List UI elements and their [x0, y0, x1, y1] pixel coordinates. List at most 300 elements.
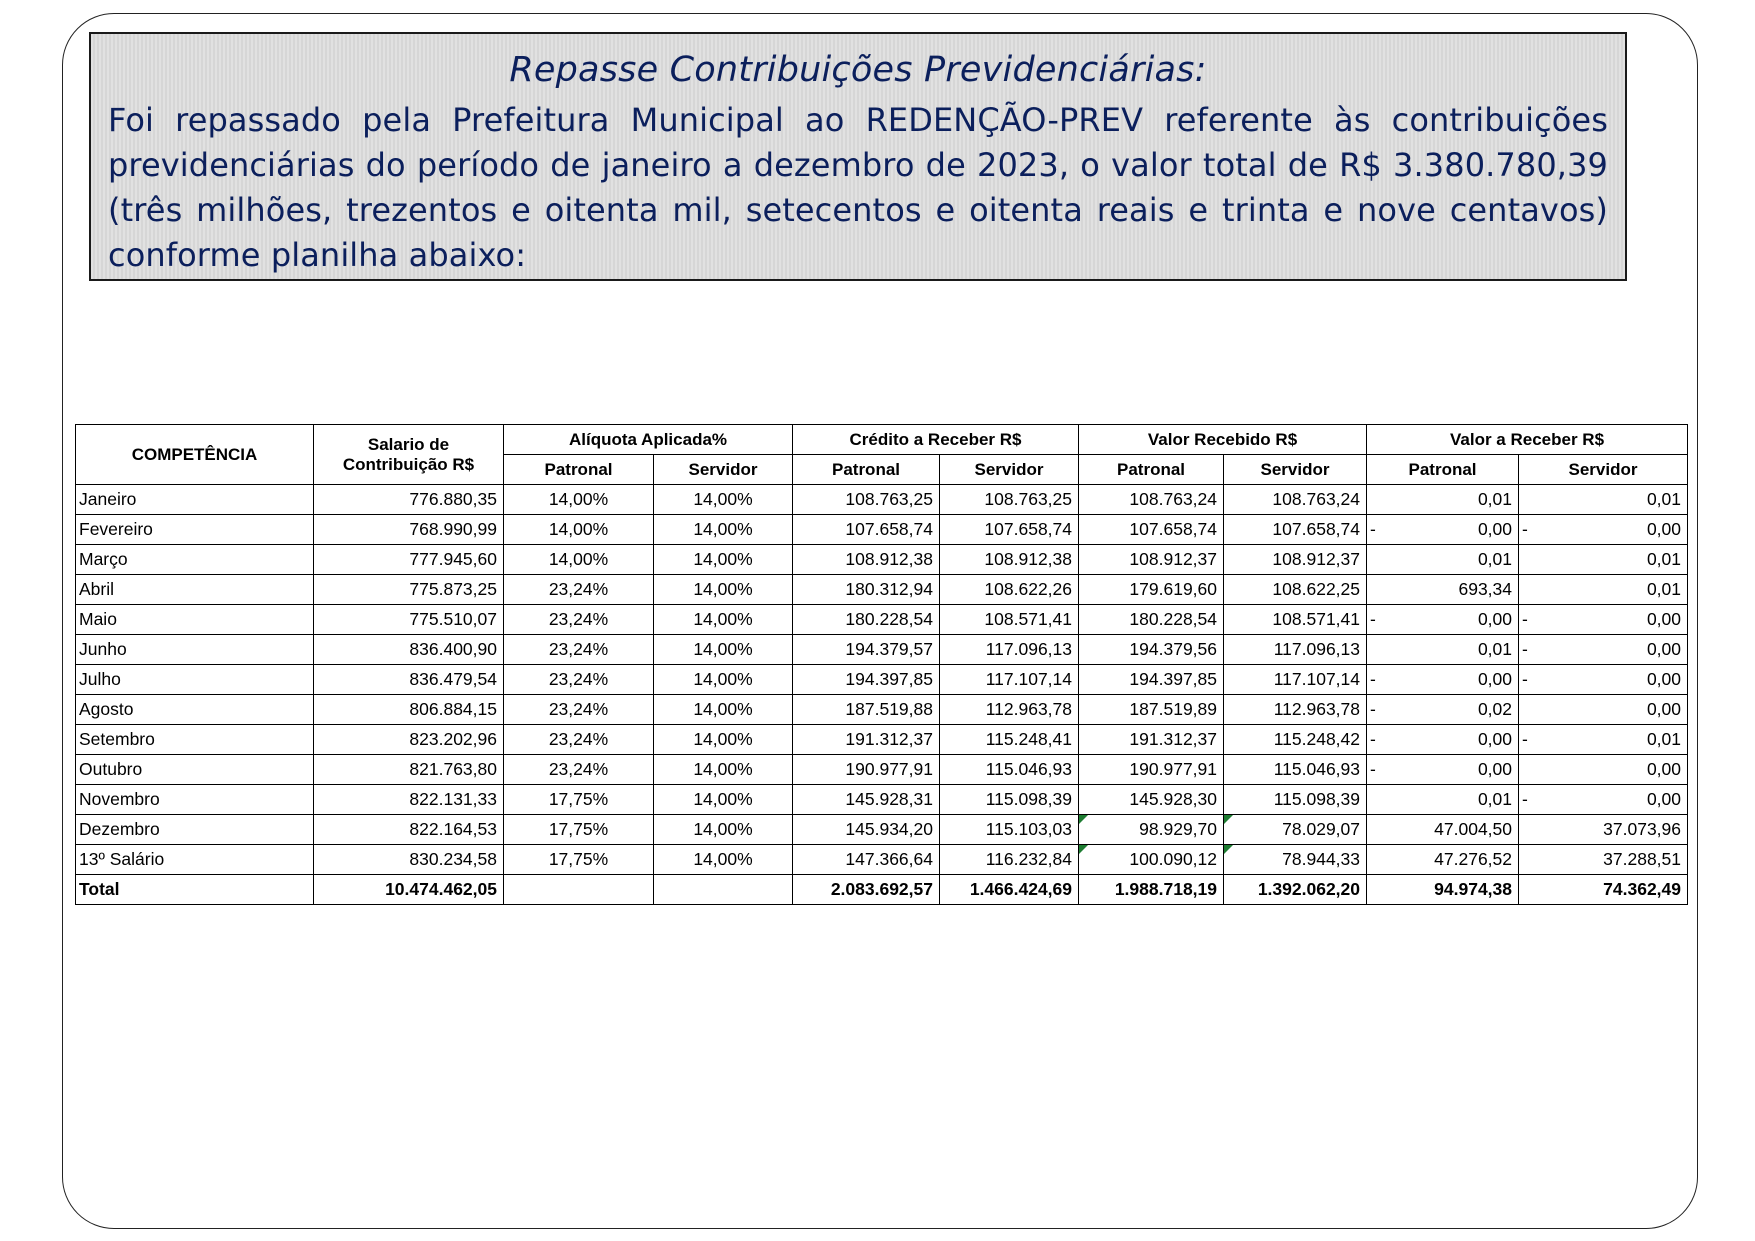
cell-recebido-patronal-value: 107.658,74: [1129, 519, 1218, 539]
subheader-patronal: Patronal: [1367, 455, 1519, 485]
cell-recebido-servidor: [1224, 815, 1367, 845]
cell-aliq-servidor: [654, 665, 793, 695]
cell-month-value: Fevereiro: [79, 519, 153, 539]
cell-a-receber-servidor: [1519, 815, 1688, 845]
cell-salario-value: 836.400,90: [409, 639, 497, 659]
cell-recebido-patronal: [1079, 665, 1224, 695]
cell-salario-value: 836.479,54: [409, 669, 497, 689]
cell-recebido-patronal-value: 98.929,70: [1139, 819, 1218, 839]
cell-credito-patronal: [793, 515, 940, 545]
cell-a-receber-patronal: [1367, 665, 1519, 695]
cell-a-receber-patronal: [1367, 635, 1519, 665]
cell-aliq-servidor-value: 14,00%: [693, 699, 753, 719]
cell-recebido-servidor-value: 117.096,13: [1273, 639, 1361, 659]
cell-recebido-servidor: [1224, 515, 1367, 545]
cell-a-receber-patronal: [1367, 695, 1519, 725]
subheader-servidor: Servidor: [1519, 455, 1688, 485]
cell-month: [76, 575, 314, 605]
subheader-servidor: Servidor: [654, 455, 793, 485]
cell-recebido-patronal-value: 108.912,37: [1129, 549, 1218, 569]
header-recebido: Valor Recebido R$: [1079, 425, 1367, 455]
cell-aliq-patronal-value: 23,24%: [548, 699, 609, 719]
cell-aliq-patronal: [504, 545, 654, 575]
cell-month-value: Março: [79, 549, 128, 569]
minus-sign: -: [1370, 699, 1376, 719]
cell-recebido-servidor-value: 107.658,74: [1272, 519, 1361, 539]
cell-aliq-patronal-value: 23,24%: [548, 609, 609, 629]
total-a-receber-servidor: 74.362,49: [1519, 875, 1688, 905]
cell-recebido-servidor: [1224, 845, 1367, 875]
header-credito: Crédito a Receber R$: [793, 425, 1079, 455]
cell-month-value: Maio: [79, 609, 117, 629]
cell-credito-patronal: [793, 575, 940, 605]
cell-aliq-patronal-value: 17,75%: [548, 789, 609, 809]
cell-month-value: Novembro: [79, 789, 160, 809]
cell-aliq-patronal: [504, 635, 654, 665]
contribution-table: [75, 424, 1688, 905]
cell-a-receber-patronal: [1367, 485, 1519, 515]
cell-aliq-patronal: [504, 515, 654, 545]
cell-recebido-servidor-value: 115.046,93: [1273, 759, 1361, 779]
cell-aliq-servidor: [654, 605, 793, 635]
cell-recebido-servidor-value: 117.107,14: [1273, 669, 1361, 689]
cell-credito-servidor-value: 108.763,25: [984, 489, 1073, 509]
cell-aliq-patronal: [504, 605, 654, 635]
cell-recebido-patronal: [1079, 485, 1224, 515]
cell-recebido-patronal-value: 194.379,56: [1129, 639, 1218, 659]
cell-a-receber-servidor: [1519, 635, 1688, 665]
cell-salario: [314, 815, 504, 845]
cell-a-receber-servidor-value: 0,00: [1646, 789, 1682, 809]
cell-salario: [314, 725, 504, 755]
cell-a-receber-patronal-value: 0,00: [1477, 669, 1513, 689]
cell-credito-servidor-value: 107.658,74: [984, 519, 1073, 539]
cell-a-receber-servidor: [1519, 845, 1688, 875]
cell-credito-servidor-value: 108.571,41: [984, 609, 1073, 629]
cell-aliq-patronal-value: 17,75%: [548, 849, 609, 869]
cell-credito-servidor: [940, 545, 1079, 575]
header-a-receber: Valor a Receber R$: [1367, 425, 1688, 455]
cell-month-value: Julho: [79, 669, 121, 689]
subheader-patronal: Patronal: [504, 455, 654, 485]
cell-month-value: 13º Salário: [79, 849, 165, 869]
cell-recebido-servidor-value: 108.622,25: [1272, 579, 1361, 599]
table-body: [76, 485, 1688, 905]
cell-a-receber-patronal-value: 47.004,50: [1434, 819, 1513, 839]
cell-a-receber-servidor-value: 37.288,51: [1603, 849, 1682, 869]
cell-month: [76, 725, 314, 755]
cell-recebido-patronal-value: 187.519,89: [1129, 699, 1218, 719]
cell-credito-servidor: [940, 785, 1079, 815]
cell-credito-patronal-value: 180.228,54: [845, 609, 933, 629]
cell-aliq-patronal: [504, 695, 654, 725]
cell-recebido-patronal: [1079, 785, 1224, 815]
cell-aliq-patronal-value: 23,24%: [548, 759, 609, 779]
cell-month-value: Setembro: [79, 729, 155, 749]
cell-recebido-patronal: [1079, 635, 1224, 665]
header-salario-line2: Contribuição R$: [342, 454, 475, 474]
cell-aliq-patronal-value: 23,24%: [548, 579, 609, 599]
cell-credito-patronal-value: 108.912,38: [845, 549, 933, 569]
cell-a-receber-servidor: [1519, 485, 1688, 515]
cell-recebido-servidor-value: 78.944,33: [1282, 849, 1361, 869]
header-salario-line1: Salario de: [367, 434, 450, 454]
cell-credito-servidor-value: 115.046,93: [985, 759, 1073, 779]
cell-salario-value: 822.164,53: [409, 819, 497, 839]
cell-a-receber-patronal: [1367, 755, 1519, 785]
cell-aliq-servidor: [654, 695, 793, 725]
cell-month-value: Outubro: [79, 759, 143, 779]
cell-a-receber-servidor: [1519, 515, 1688, 545]
cell-a-receber-servidor-value: 0,00: [1646, 639, 1682, 659]
total-salario: 10.474.462,05: [314, 875, 504, 905]
cell-aliq-servidor: [654, 845, 793, 875]
cell-credito-patronal-value: 108.763,25: [845, 489, 933, 509]
cell-salario: [314, 755, 504, 785]
cell-salario: [314, 635, 504, 665]
cell-a-receber-servidor-value: 0,01: [1646, 489, 1682, 509]
cell-aliq-patronal-value: 23,24%: [548, 639, 609, 659]
minus-sign: -: [1370, 519, 1376, 539]
cell-a-receber-servidor-value: 0,00: [1646, 519, 1682, 539]
cell-a-receber-servidor-value: 37.073,96: [1603, 819, 1682, 839]
cell-a-receber-servidor-value: 0,00: [1646, 699, 1682, 719]
cell-credito-patronal: [793, 605, 940, 635]
cell-recebido-patronal: [1079, 695, 1224, 725]
cell-aliq-patronal: [504, 485, 654, 515]
cell-salario: [314, 575, 504, 605]
minus-sign: -: [1522, 519, 1528, 539]
cell-a-receber-servidor: [1519, 725, 1688, 755]
cell-recebido-servidor-value: 112.963,78: [1273, 699, 1361, 719]
cell-a-receber-patronal-value: 47.276,52: [1434, 849, 1513, 869]
cell-aliq-servidor-value: 14,00%: [693, 819, 753, 839]
minus-sign: -: [1370, 669, 1376, 689]
table-row: [76, 515, 1688, 545]
cell-month: [76, 485, 314, 515]
cell-salario: [314, 665, 504, 695]
table-row: [76, 725, 1688, 755]
cell-a-receber-servidor: [1519, 575, 1688, 605]
cell-a-receber-servidor-value: 0,00: [1646, 609, 1682, 629]
cell-credito-servidor-value: 117.096,13: [985, 639, 1073, 659]
cell-a-receber-patronal-value: 693,34: [1458, 579, 1513, 599]
table-row: [76, 605, 1688, 635]
total-aliq-patronal: [504, 875, 654, 905]
cell-a-receber-servidor-value: 0,00: [1646, 759, 1682, 779]
cell-salario: [314, 695, 504, 725]
total-row: [76, 875, 1688, 905]
subheader-patronal: Patronal: [1079, 455, 1224, 485]
cell-salario: [314, 605, 504, 635]
cell-recebido-patronal: [1079, 515, 1224, 545]
cell-credito-servidor: [940, 755, 1079, 785]
cell-a-receber-patronal-value: 0,02: [1477, 699, 1513, 719]
cell-aliq-patronal: [504, 845, 654, 875]
cell-recebido-servidor: [1224, 605, 1367, 635]
cell-a-receber-patronal-value: 0,00: [1477, 519, 1513, 539]
table-row: [76, 845, 1688, 875]
table-row: [76, 695, 1688, 725]
cell-aliq-servidor-value: 14,00%: [693, 549, 753, 569]
total-label: Total: [76, 875, 314, 905]
cell-aliq-servidor: [654, 815, 793, 845]
cell-month-value: Junho: [79, 639, 127, 659]
cell-recebido-servidor-value: 108.912,37: [1272, 549, 1361, 569]
cell-a-receber-servidor-value: 0,01: [1646, 579, 1682, 599]
cell-recebido-patronal: [1079, 575, 1224, 605]
minus-sign: -: [1522, 639, 1528, 659]
cell-salario-value: 823.202,96: [409, 729, 497, 749]
cell-recebido-servidor: [1224, 755, 1367, 785]
cell-a-receber-patronal: [1367, 845, 1519, 875]
header-competencia: COMPETÊNCIA: [76, 425, 314, 485]
cell-salario-value: 777.945,60: [409, 549, 497, 569]
cell-a-receber-patronal: [1367, 575, 1519, 605]
cell-credito-patronal-value: 187.519,88: [845, 699, 933, 719]
cell-month: [76, 845, 314, 875]
cell-salario-value: 822.131,33: [409, 789, 497, 809]
cell-credito-patronal-value: 191.312,37: [845, 729, 933, 749]
cell-credito-servidor: [940, 815, 1079, 845]
total-recebido-servidor: 1.392.062,20: [1224, 875, 1367, 905]
cell-credito-servidor: [940, 485, 1079, 515]
cell-credito-servidor: [940, 635, 1079, 665]
cell-credito-servidor-value: 108.912,38: [984, 549, 1073, 569]
cell-salario: [314, 545, 504, 575]
cell-credito-patronal-value: 145.934,20: [845, 819, 933, 839]
cell-month-value: Agosto: [79, 699, 134, 719]
cell-a-receber-servidor: [1519, 785, 1688, 815]
cell-salario: [314, 485, 504, 515]
cell-credito-patronal-value: 107.658,74: [845, 519, 933, 539]
header-paragraph: Foi repassado pela Prefeitura Municipal ao REDENÇÃO-PREV referente às contribuições previdenciárias do período de janeiro a dezembro de 2023, o valor total de R$ 3.380.780,39 (três milhões, trezentos e oitenta mil, setecentos e oitenta reais e trinta e nove centavos) conforme planilha abaixo:: [108, 101, 1608, 274]
subheader-servidor: Servidor: [940, 455, 1079, 485]
cell-salario-value: 775.873,25: [409, 579, 497, 599]
cell-recebido-patronal: [1079, 545, 1224, 575]
cell-credito-patronal-value: 194.397,85: [845, 669, 933, 689]
cell-salario: [314, 785, 504, 815]
total-recebido-patronal: 1.988.718,19: [1079, 875, 1224, 905]
cell-recebido-patronal: [1079, 725, 1224, 755]
cell-aliq-servidor: [654, 755, 793, 785]
cell-a-receber-patronal: [1367, 605, 1519, 635]
cell-recebido-patronal-value: 194.397,85: [1129, 669, 1218, 689]
cell-a-receber-patronal: [1367, 815, 1519, 845]
cell-a-receber-patronal: [1367, 725, 1519, 755]
cell-salario: [314, 845, 504, 875]
cell-credito-patronal: [793, 665, 940, 695]
table-row: [76, 815, 1688, 845]
cell-aliq-servidor: [654, 575, 793, 605]
cell-recebido-patronal-value: 108.763,24: [1129, 489, 1218, 509]
total-credito-patronal: 2.083.692,57: [793, 875, 940, 905]
cell-aliq-patronal-value: 14,00%: [548, 549, 609, 569]
cell-credito-patronal: [793, 815, 940, 845]
cell-month: [76, 755, 314, 785]
cell-credito-patronal: [793, 755, 940, 785]
cell-aliq-patronal: [504, 785, 654, 815]
minus-sign: -: [1522, 609, 1528, 629]
cell-aliq-servidor-value: 14,00%: [693, 489, 753, 509]
cell-credito-patronal: [793, 545, 940, 575]
cell-a-receber-servidor: [1519, 605, 1688, 635]
cell-aliq-servidor-value: 14,00%: [693, 729, 753, 749]
cell-aliq-servidor-value: 14,00%: [693, 849, 753, 869]
cell-credito-patronal-value: 194.379,57: [845, 639, 933, 659]
subheader-patronal: Patronal: [793, 455, 940, 485]
cell-aliq-servidor-value: 14,00%: [693, 609, 753, 629]
cell-month: [76, 785, 314, 815]
cell-a-receber-patronal-value: 0,01: [1477, 789, 1513, 809]
cell-recebido-servidor-value: 78.029,07: [1282, 819, 1361, 839]
cell-salario-value: 775.510,07: [409, 609, 497, 629]
total-credito-servidor: 1.466.424,69: [940, 875, 1079, 905]
cell-month: [76, 605, 314, 635]
cell-recebido-servidor: [1224, 545, 1367, 575]
cell-recebido-servidor: [1224, 575, 1367, 605]
cell-credito-servidor-value: 115.248,41: [985, 729, 1073, 749]
cell-credito-servidor-value: 117.107,14: [985, 669, 1073, 689]
cell-a-receber-servidor: [1519, 695, 1688, 725]
header-aliquota: Alíquota Aplicada%: [504, 425, 793, 455]
table-row: [76, 635, 1688, 665]
cell-aliq-servidor-value: 14,00%: [693, 639, 753, 659]
cell-salario-value: 776.880,35: [409, 489, 497, 509]
cell-aliq-patronal-value: 23,24%: [548, 669, 609, 689]
cell-recebido-patronal-value: 179.619,60: [1129, 579, 1218, 599]
cell-credito-patronal-value: 190.977,91: [845, 759, 933, 779]
cell-credito-patronal: [793, 785, 940, 815]
cell-recebido-servidor: [1224, 665, 1367, 695]
cell-aliq-patronal: [504, 665, 654, 695]
cell-salario-value: 768.990,99: [409, 519, 497, 539]
table-row: [76, 665, 1688, 695]
minus-sign: -: [1522, 669, 1528, 689]
cell-a-receber-patronal-value: 0,01: [1477, 639, 1513, 659]
cell-credito-servidor: [940, 575, 1079, 605]
cell-credito-patronal: [793, 725, 940, 755]
cell-month: [76, 515, 314, 545]
cell-credito-servidor-value: 112.963,78: [985, 699, 1073, 719]
cell-recebido-patronal-value: 145.928,30: [1129, 789, 1218, 809]
cell-credito-servidor: [940, 845, 1079, 875]
header-title: Repasse Contribuições Previdenciárias:: [509, 50, 1207, 90]
cell-a-receber-servidor: [1519, 545, 1688, 575]
minus-sign: -: [1370, 759, 1376, 779]
cell-a-receber-servidor: [1519, 755, 1688, 785]
cell-recebido-patronal: [1079, 755, 1224, 785]
cell-aliq-servidor-value: 14,00%: [693, 519, 753, 539]
cell-credito-servidor: [940, 725, 1079, 755]
cell-aliq-servidor: [654, 785, 793, 815]
cell-aliq-patronal-value: 17,75%: [548, 819, 609, 839]
cell-credito-servidor-value: 116.232,84: [985, 849, 1073, 869]
cell-a-receber-patronal-value: 0,00: [1477, 759, 1513, 779]
cell-recebido-servidor-value: 108.763,24: [1272, 489, 1361, 509]
table-row: [76, 575, 1688, 605]
cell-credito-servidor: [940, 695, 1079, 725]
cell-aliq-servidor: [654, 515, 793, 545]
cell-salario-value: 830.234,58: [409, 849, 497, 869]
cell-a-receber-servidor-value: 0,01: [1646, 729, 1682, 749]
cell-credito-patronal: [793, 695, 940, 725]
cell-month: [76, 545, 314, 575]
cell-recebido-servidor-value: 115.098,39: [1273, 789, 1361, 809]
cell-a-receber-servidor: [1519, 665, 1688, 695]
cell-recebido-patronal-value: 190.977,91: [1129, 759, 1218, 779]
minus-sign: -: [1522, 729, 1528, 749]
cell-credito-servidor: [940, 665, 1079, 695]
minus-sign: -: [1370, 609, 1376, 629]
cell-aliq-servidor: [654, 635, 793, 665]
cell-credito-servidor-value: 108.622,26: [984, 579, 1073, 599]
cell-aliq-patronal: [504, 575, 654, 605]
cell-salario-value: 821.763,80: [409, 759, 497, 779]
cell-a-receber-patronal-value: 0,00: [1477, 729, 1513, 749]
cell-salario: [314, 515, 504, 545]
cell-a-receber-patronal-value: 0,01: [1477, 489, 1513, 509]
cell-month: [76, 815, 314, 845]
cell-credito-servidor: [940, 515, 1079, 545]
total-aliq-servidor: [654, 875, 793, 905]
cell-aliq-servidor: [654, 485, 793, 515]
cell-recebido-patronal: [1079, 845, 1224, 875]
header-box: [89, 32, 1627, 281]
cell-recebido-servidor: [1224, 695, 1367, 725]
cell-recebido-servidor-value: 115.248,42: [1273, 729, 1361, 749]
cell-recebido-patronal-value: 191.312,37: [1129, 729, 1218, 749]
cell-aliq-servidor-value: 14,00%: [693, 579, 753, 599]
subheader-servidor: Servidor: [1224, 455, 1367, 485]
cell-a-receber-patronal: [1367, 515, 1519, 545]
cell-recebido-patronal: [1079, 605, 1224, 635]
table-row: [76, 545, 1688, 575]
cell-a-receber-patronal: [1367, 545, 1519, 575]
cell-aliq-servidor-value: 14,00%: [693, 789, 753, 809]
table-row: [76, 485, 1688, 515]
cell-credito-patronal-value: 180.312,94: [845, 579, 933, 599]
cell-recebido-servidor: [1224, 785, 1367, 815]
minus-sign: -: [1370, 729, 1376, 749]
cell-aliq-servidor: [654, 545, 793, 575]
cell-credito-patronal: [793, 635, 940, 665]
cell-a-receber-patronal-value: 0,00: [1477, 609, 1513, 629]
cell-month-value: Janeiro: [79, 489, 137, 509]
cell-recebido-patronal-value: 100.090,12: [1129, 849, 1218, 869]
cell-salario-value: 806.884,15: [409, 699, 497, 719]
cell-recebido-patronal: [1079, 815, 1224, 845]
cell-month-value: Abril: [79, 579, 115, 599]
header-salario: [314, 425, 504, 485]
cell-aliq-servidor-value: 14,00%: [693, 669, 753, 689]
cell-aliq-patronal-value: 14,00%: [548, 519, 609, 539]
cell-credito-patronal: [793, 845, 940, 875]
cell-a-receber-servidor-value: 0,01: [1646, 549, 1682, 569]
cell-credito-patronal-value: 147.366,64: [845, 849, 933, 869]
cell-recebido-servidor: [1224, 485, 1367, 515]
cell-recebido-servidor-value: 108.571,41: [1272, 609, 1361, 629]
cell-aliq-patronal: [504, 755, 654, 785]
cell-credito-patronal: [793, 485, 940, 515]
cell-recebido-servidor: [1224, 725, 1367, 755]
cell-recebido-servidor: [1224, 635, 1367, 665]
cell-month-value: Dezembro: [79, 819, 160, 839]
cell-credito-servidor: [940, 605, 1079, 635]
cell-month: [76, 695, 314, 725]
cell-month: [76, 665, 314, 695]
minus-sign: -: [1522, 789, 1528, 809]
